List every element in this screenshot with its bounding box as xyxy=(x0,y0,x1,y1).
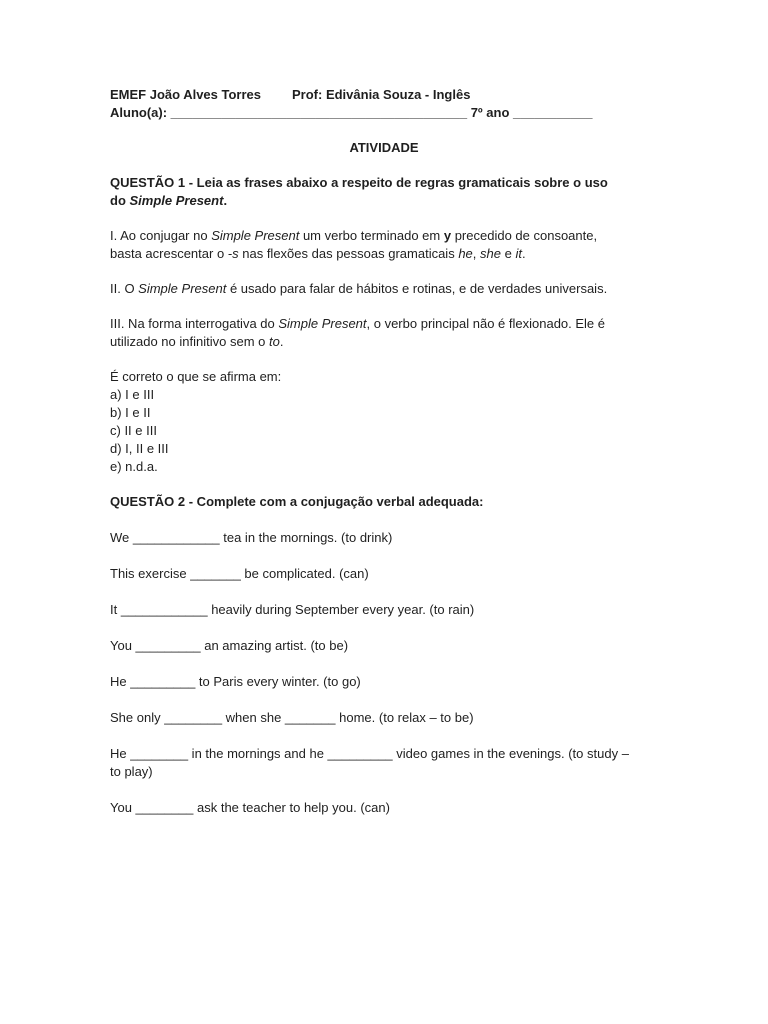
text-em: she xyxy=(480,246,501,261)
page-title: ATIVIDADE xyxy=(349,140,419,155)
q1-option-e: e) n.d.a. xyxy=(110,459,158,474)
text: , o verbo principal não é flexionado. Ele é xyxy=(366,316,606,331)
q1-heading-line2 xyxy=(110,192,670,210)
q1-statement1-line2 xyxy=(110,245,670,263)
q2-item-1: We ____________ tea in the mornings. (to drink) xyxy=(110,530,393,545)
q2-item-2: This exercise _______ be complicated. (can) xyxy=(110,566,369,581)
text-em: Simple Present xyxy=(211,228,300,243)
q2-item-3: It ____________ heavily during September every year. (to rain) xyxy=(110,602,475,617)
text: . xyxy=(279,334,284,349)
q1-heading-post: . xyxy=(223,193,228,208)
q2-item-6: She only ________ when she _______ home. (to relax – to be) xyxy=(110,710,474,725)
text-em: to xyxy=(268,334,280,349)
q1-option-d: d) I, II e III xyxy=(110,441,169,456)
q1-option-a: a) I e III xyxy=(110,387,155,402)
q2-item-7-line1: He ________ in the mornings and he _________ video games in the evenings. (to study – xyxy=(110,746,629,761)
q1-heading-em: Simple Present xyxy=(129,193,224,208)
q1-heading-pre: do xyxy=(110,193,130,208)
text-em: -s xyxy=(227,246,239,261)
text: é usado para falar de hábitos e rotinas, e de verdades universais. xyxy=(226,281,608,296)
q2-item-5: He _________ to Paris every winter. (to go) xyxy=(110,674,361,689)
q1-option-c: c) II e III xyxy=(110,423,157,438)
text-em: Simple Present xyxy=(138,281,227,296)
document-page xyxy=(110,86,670,817)
text-em: Simple Present xyxy=(278,316,367,331)
text-em: he xyxy=(458,246,473,261)
student-line: Aluno(a): _________________________________________ 7º ano ___________ xyxy=(110,105,593,120)
header-line xyxy=(110,86,670,104)
school-name: EMEF João Alves Torres xyxy=(110,87,261,102)
text-em: it xyxy=(515,246,522,261)
q2-item-4: You _________ an amazing artist. (to be) xyxy=(110,638,349,653)
text: um verbo terminado em xyxy=(299,228,444,243)
text: utilizado no infinitivo sem o xyxy=(110,334,269,349)
text: e xyxy=(500,246,516,261)
q1-statement3-line2 xyxy=(110,333,670,351)
q1-statement2 xyxy=(110,280,670,298)
q1-statement3-line1 xyxy=(110,315,670,333)
q1-prompt: É correto o que se afirma em: xyxy=(110,369,282,384)
text: nas flexões das pessoas gramaticais xyxy=(238,246,459,261)
q2-item-7-line2: to play) xyxy=(110,764,153,779)
text: , xyxy=(472,246,481,261)
q1-statement1-line1 xyxy=(110,227,670,245)
q1-heading-line1: QUESTÃO 1 - Leia as frases abaixo a respeito de regras gramaticais sobre o uso xyxy=(110,175,608,190)
q2-heading: QUESTÃO 2 - Complete com a conjugação verbal adequada: xyxy=(110,494,484,509)
q2-item-8: You ________ ask the teacher to help you. (can) xyxy=(110,800,390,815)
text-bold: y xyxy=(443,228,452,243)
text: . xyxy=(521,246,526,261)
text: precedido de consoante, xyxy=(451,228,598,243)
text: III. Na forma interrogativa do xyxy=(110,316,279,331)
text: basta acrescentar o xyxy=(110,246,228,261)
q1-option-b: b) I e II xyxy=(110,405,151,420)
text: I. Ao conjugar no xyxy=(110,228,212,243)
teacher-name: Prof: Edivânia Souza - Inglês xyxy=(292,87,471,102)
text: II. O xyxy=(110,281,139,296)
